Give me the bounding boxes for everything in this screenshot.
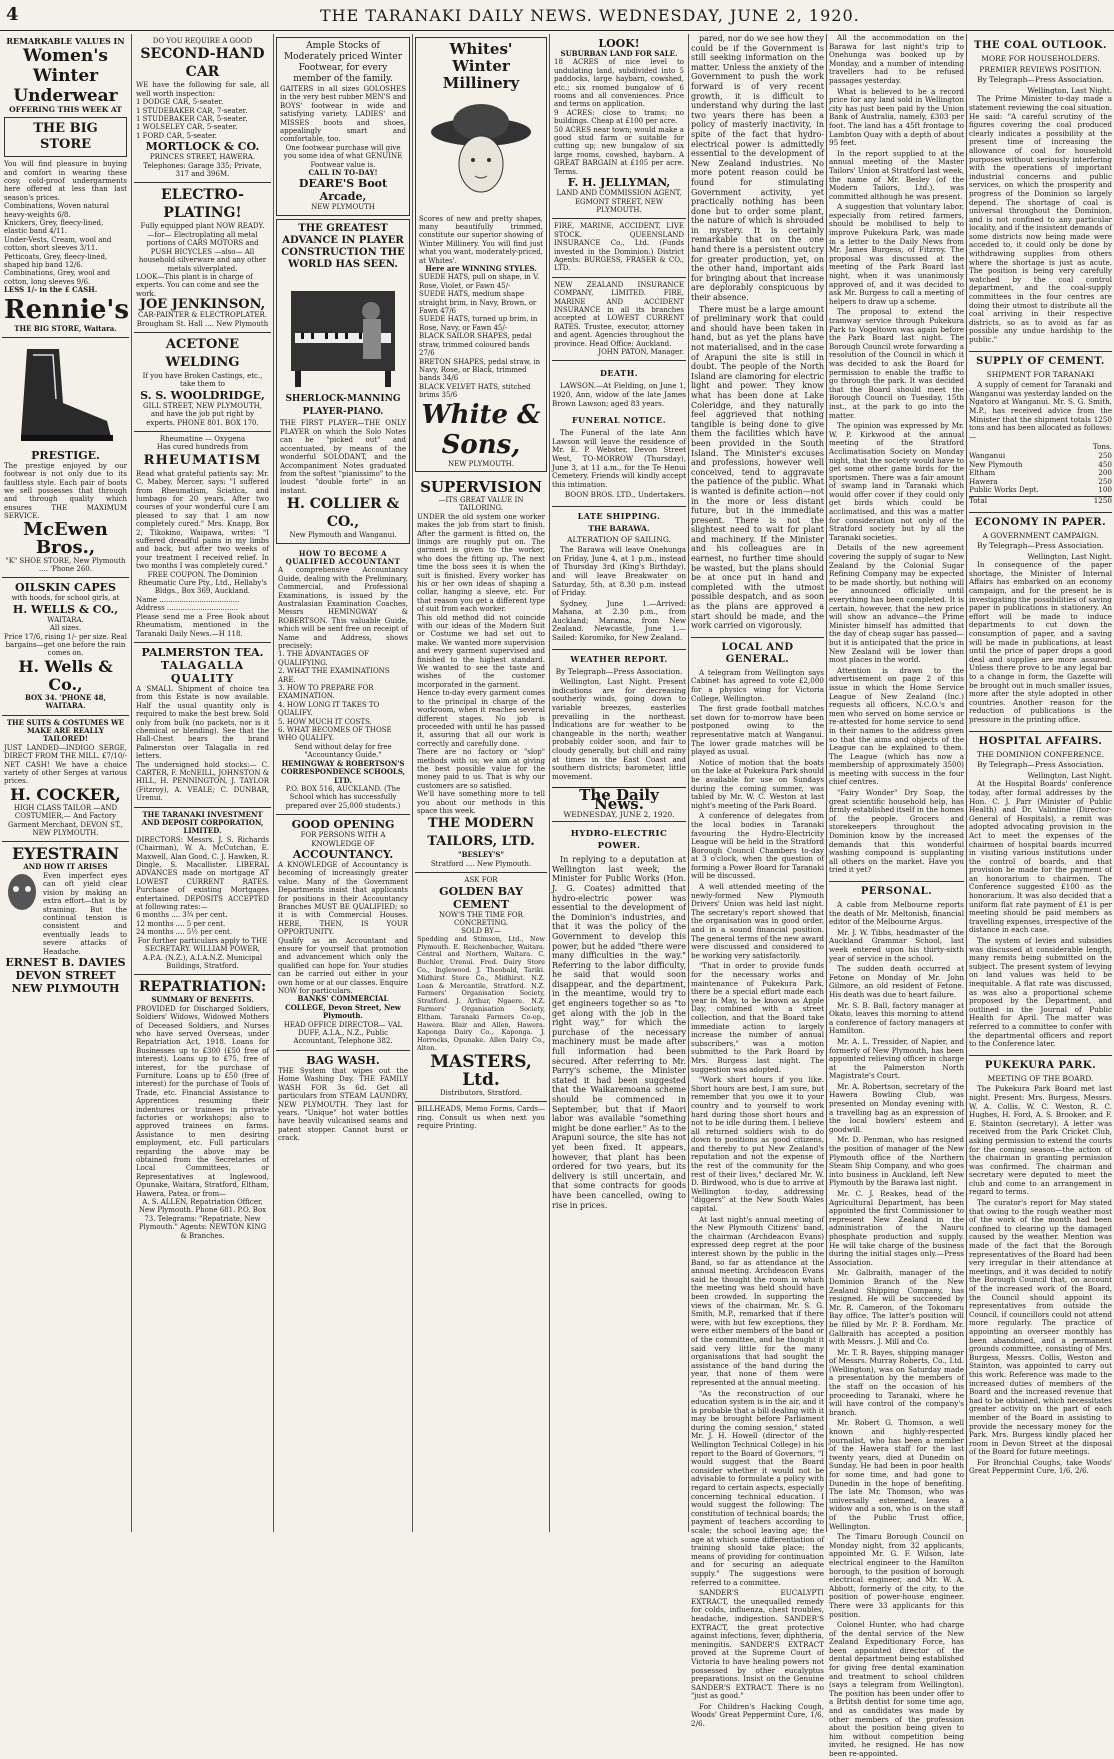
shipping-heading: LATE SHIPPING. xyxy=(552,506,686,522)
table-cell: 250 xyxy=(1098,476,1112,486)
park-sub: MEETING OF THE BOARD. xyxy=(987,1073,1094,1083)
local-general-heading: LOCAL AND GENERAL. xyxy=(691,637,824,666)
news-item: The opinion was expressed by Mr. W. P. Kirkwood at the annual meeting of the Stratford Acclimatisation Society on Monday night, that the society would have to get some other game birds for the sportsmen. There was a fair amount of swamp land in Taranaki which would offer cover if they could only get birds which could be acclimatised, and this was a matter for consideration not only of the Stratford society but by all the Taranaki societies. xyxy=(829,421,964,542)
news-item: The first grade football matches set down for to-morrow have been postponed owing to the representative match at Wanganui. The lower grade matches will be played as usual. xyxy=(691,704,824,757)
news-item: At last night's annual meeting of the New Plymouth Citizens' band, the chairman (Archdeacon Evans) expressed deep regret at the poor interest shown by the public in the Band, so far as attendance at the annual meeting. Archdeacon Evans said he thought the room in which the meeting was held should have been crowded. In supporting the views of the chairman, Mr. S. G. Smith, M.P., remarked that if there were, with but few exceptions, they were either members of the band or of the committee, and he thought it said very little for the many organisations that had sought the assistance of the band during the year, that none of them were represented at the annual meeting. xyxy=(691,1214,824,1387)
news-item: "As the reconstruction of our education system is in the air, and it is probable that a bill dealing with it may be brought before Parliament during the coming session," stated Mr. J. H. Howell (director of the Wellington Technical College) in his report to the Board of Governors, "I would suggest that the Board consider whether it would not be advisable to formulate a policy with regard to certain aspects, especially concerning technical education. I would suggest the following: The constitution of technical boards; the payment of teachers according to scale; the school leaving age; the age at which some differentiation of training should take place; the means of providing for continuation and for securing an adequate supply." The suggestions were referred to a committee. xyxy=(691,1388,824,1587)
personal-heading: PERSONAL. xyxy=(829,881,964,898)
cement-table xyxy=(969,452,1112,506)
coupon-text: FREE COUPON. The Dominion Rheumatic Cure Pty., Ltd., Hellaby's Bldgs., Box 369, Auckland. xyxy=(138,570,267,596)
ad-body: Spedding and Stimson, Ltd., New Plymouth. E. Reichenbacher, Waitara. Central and Northern, Waitara. C. Buchler, Urenui. Fred. Dairy Store Co., Inglewood. J. Theobald, Tariki. Midhirst Store Co., Midhirst. N.Z. Loan & Mercantile, Stratford. N.Z. Farmers' Organisation Society, Stratford. J. Arthur, Ngaere. N.Z. Farmers' Organisation Society, Eltham. Taranaki Farmers Co-op., Hawera. Blair and Allen, Hawera. Kaponga Dairy Co., Kaponga. J. Horrocks, Opunake. Allen Dairy Co., Alton. xyxy=(417,934,545,1052)
news-item: A conference of delegates from the local bodies in Taranaki favouring the Hydro-Electricity League will be held in the Stratford Borough Council Chambers to-day at 3 o'clock, when the question of forming a Power Board for Taranaki will be discussed. xyxy=(691,811,824,881)
column-7 xyxy=(829,33,964,1758)
list-item: SUEDE HATS, pull on shape, in V. Rose, Violet, or Fawn 45/- xyxy=(419,273,540,290)
brand-name: JOE JENKINSON, xyxy=(139,297,266,313)
nz-insurance-ad xyxy=(552,278,686,362)
economy-dateline: Wellington, Last Night. xyxy=(1027,551,1112,561)
column-rule xyxy=(131,34,132,1532)
column-rule xyxy=(688,34,689,1532)
brand-address: LAND AND COMMISSION AGENT, EGMONT STREET, NEW PLYMOUTH. xyxy=(556,189,682,214)
ad-subtitle: SUMMARY OF BENEFITS. xyxy=(151,995,254,1005)
ad-kicker: Rheumatine — Oxygena xyxy=(159,434,246,443)
brand-name: BANKS' COMMERCIAL COLLEGE, Devon Street, New Plymouth. xyxy=(285,994,401,1021)
ad-title: SECOND-HAND CAR xyxy=(140,46,265,81)
brand-name-large: H. Wells & Co., xyxy=(18,656,113,694)
ad-agents: The undersigned hold stocks:— C. CARTER, F. McNEILL, JOHNSTON & HILL, H. PENNINGTON, J. TAYLOR (Fitzroy), A. VEALE; C. DUNBAR, Urenui. xyxy=(136,760,269,803)
brand-name: ERNEST B. DAVIES xyxy=(5,955,126,969)
hospital-body-2: The system of levies and subsidies was discussed at considerable length, many remits being submitted on the subject. The present system of levying on land values was held to be inequitable. A flat rate was discussed, as was also a proportional scheme proposed by the Department, and outlined in the Journal of Public Health for April. The matter was referred to a committee to confer with the departmental officers and report to the Conference later. xyxy=(969,936,1112,1049)
economy-body: In consequence of the paper shortage, the Minister of Internal Affairs has embarked on an economy campaign, and for the present he is investigating the possibilities of saving paper in publications in stationery. An effort will be made to induce departments to cut down the consumption of paper, and a saving will be made in publications, at least until the price of paper drops a good deal and supplies are more assured. Unless there prove to be any legal bar to a change in form, the Gazette will be brought out in much smaller issues, more after the style adopted in other countries. Another reason for the reduction of publications is the pressure in the printing office. xyxy=(969,560,1112,724)
news-item: Attention is drawn to the advertisement on page 2 of this issue in which the Home Service League of New Zealand (Inc.) requests all officers, N.C.O.'s and men who served on home service or re-attested for home service to send in their names to the address given so that the aims and objects of the League can be explained to them. The League (which has now a membership of approximately 3500) is meeting with success in the four chief centres. xyxy=(829,665,964,787)
news-item: A suggestion that voluntary labor, especially from retired farmers, should be mobilised to help to improve Pukekura Park, was made in a letter to the Daily News from Mr. James Burgess, of Fitzroy. The proposal was discussed at the meeting of the Park Board last night, when it was unanimously approved of, and it was decided to ask Mr. Burgess to call a meeting of helpers to draw up a scheme. xyxy=(829,202,964,306)
lady-hat-illustration-icon xyxy=(421,92,541,212)
land-list xyxy=(554,58,684,176)
death-notice: LAWSON.—At Fielding, on June 1, 1920, Ann, widow of the late James Brown Lawson; aged 83 years. xyxy=(552,381,686,408)
funeral-heading: FUNERAL NOTICE. xyxy=(571,415,667,426)
list-item: SUEDE HATS, turned up brim, in Rose, Navy, or Fawn 45/- xyxy=(419,315,538,332)
list-item: BLACK SAILOR SHAPES, pedal straw, trimmed coloured bands 27/6 xyxy=(419,332,532,358)
ad-title: PRESTIGE. xyxy=(31,448,100,462)
eyestrain-ad xyxy=(2,842,129,998)
table-cell: 100 xyxy=(1098,485,1112,495)
news-item: "Work short hours if you like. Short hours are best, I am sure, but remember that you owe it to your country and to yourself to work hard during those short hours and not to be idle during them. I believe all returned soldiers wish to do down to positions as good citizens, and thereby to put New Zealand's reputation and not the expense of the rest of the community for the rest of their lives," declared Mr. W. D. Birdwood, who is due to arrive at Wellington to-day, addressing "diggers" at the New South Wales capital. xyxy=(691,1075,824,1214)
boot-illustration-icon xyxy=(7,341,125,446)
page-number: 4 xyxy=(6,4,19,25)
list-item: 4. HOW LONG IT TAKES TO QUALIFY. xyxy=(278,700,380,718)
list-item: 1 FORD CAR, 5-seater. xyxy=(136,131,217,140)
brand-address: GILL STREET, NEW PLYMOUTH, and have the job put right by experts. PHONE 801. BOX 170. xyxy=(143,401,262,427)
car-list xyxy=(136,98,269,140)
price-item: Combinations, Grey, wool and cotton, long sleeves 9/6. xyxy=(4,269,111,286)
column-2 xyxy=(134,34,271,1532)
product-name: SHERLOCK-MANNING PLAYER-PIANO. xyxy=(285,394,401,418)
economy-heading: ECONOMY IN PAPER. xyxy=(969,512,1112,529)
ad-sub: Has cured hundreds from xyxy=(156,443,249,452)
death-heading: DEATH. xyxy=(599,368,639,379)
news-item: A well attended meeting of the newly-formed New Plymouth Drivers' Union was held last night. The secretary's report showed that the organisation was in good order, and in a sound financial position. The general terms of the new award were discussed and considered to be working very satisfactorily. xyxy=(691,882,824,960)
repatriation-ad xyxy=(134,975,271,1244)
land-sale-ad xyxy=(552,34,686,219)
rate-item: 6 months .... 3¾ per cent. xyxy=(136,911,228,920)
news-item: Mr. A. Robertson, secretary of the Hawera Bowling Club, was presented on Monday evening with a travelling bag as an expression of the local bowlers' esteem and goodwill. xyxy=(829,1081,964,1134)
list-item: 1 WOLSELEY CAR, 5-seater. xyxy=(136,123,238,132)
tailor-ad xyxy=(2,716,129,843)
footwear-ad xyxy=(276,37,410,216)
park-body: The Pukekura Park Board met last night. Present: Mrs. Burgess, Messrs. W. A. Collis, W. C. Weston, R. C. Hughes, H. Ford, A. S. Brooker, and F. E. Stainton (secretary). A letter was received from the Park Cricket Club, asking permission to extend the courts for the coming season—the action of the chairman in granting permission was confirmed. The chairman and secretary were deputed to meet the club and come to an arrangement in regard to terms. xyxy=(969,1084,1112,1197)
weather-byline: By Telegraph—Press Association. xyxy=(555,666,683,676)
table-cell: 1250 xyxy=(1093,495,1112,505)
news-item: "That in order to provide funds for the necessary works and maintenance of Pukekura Park, there be a special effort made each year in May, to be known as Apple Day, combined with a street collection, and that the Board take immediate action to largely increase the number of annual subscribers," was a motion submitted to the Park Board by Mrs. Burgess last night. The suggestion was adopted. xyxy=(691,961,824,1074)
list-item: 1 STUDEBAKER CAR, 7-seater. xyxy=(136,106,248,115)
list-item: BLACK VELVET HATS, stitched brims 35/6 xyxy=(419,382,531,400)
cement-heading: SUPPLY OF CEMENT. xyxy=(969,351,1112,368)
face-illustration-icon xyxy=(4,872,40,912)
brand-town: New Plymouth and Wanganui. xyxy=(289,531,397,540)
investment-ad xyxy=(134,808,271,976)
table-cell: Wanganui xyxy=(969,450,1006,460)
paper-date: WEDNESDAY, JUNE 2, 1920. xyxy=(552,811,686,823)
list-item: 6. WHAT BECOMES OF THOSE WHO QUALIFY. xyxy=(278,726,392,743)
column-3 xyxy=(276,34,410,1532)
park-body-2: The curator's report for May stated that owing to the rough weather most of the work of the month had been confined to clearing up the damaged caused by the weather. Mention was made of the fact that the Borough representatives of the Board had been very irregular in their attendance at meetings, and it was decided to notify the Borough Council that, on account of the increased work of the Board, the Council should appoint its representatives from outside the Council, if councillors could not attend more regularly. The practice of appointing an overseer monthly has been abandoned, and a permanent grounds committee, consisting of Mrs. Burgess, Messrs. Collis, Weston and Stainton, was appointed to carry out this work. Reference was made to the increased duties of members of the Board and the increased revenue that had to be obtained, which necessitates greater activity on the part of each member of the Board in assisting to provide the necessary money for the Park. Mrs. Burgess kindly placed her room in Devon Street at the disposal of the Board for future meetings. xyxy=(969,1198,1112,1457)
news-item: The proposal to extend the tramway service through Pukekura Park to Vogeltown was again before the Park Board last night. The Borough Council wrote forwarding a resolution of the Council in which it was decided to ask the Board for permission to enable the traffic to go through the park. It was decided that the Board should meet the Borough Council on Tuesday, 15th inst., at the park to go into the matter. xyxy=(829,307,964,420)
news-item: "Fairy Wonder" Dry Soap, the great scientific household help, has firmly established itself in the homes of the people. Grocers and storekeepers throughout the Dominion know by the increased demands that this wonderful washing compound is supplanting all others on the market. Have you tried it yet? xyxy=(829,788,964,875)
discount-note: LESS 1/- in the £ CASH. xyxy=(4,285,98,295)
column-5 xyxy=(552,34,686,1532)
hospital-body: At the Hospital Boards' conference today, after formal addresses by the Hon. C. J. Parr (Minister of Public Health) and Dr. Valintine (Director-General of Hospitals), a remit was adopted advocating provision in the Act to meet the expenses of the chairmen of hospital boards incurred in visiting various institutions under the control of boards, and that provision be made for the payment of an honorarium to chairmen. The Conference suggested £100 as the honorarium. It was also decided that a uniform flat rate payment of £1 is per meeting should be paid members as travelling expenses, irrespective of the distance in each case. xyxy=(969,779,1112,935)
ad-note: Send without delay for free "Accountancy Guide." xyxy=(294,742,392,760)
ad-title: LOOK! xyxy=(598,37,640,50)
ad-body: with hoods, for school girls, at xyxy=(11,594,120,603)
news-item: The sudden death occurred at Fetone on Monday of Mr. John Gilmore, an old resident of Fetone. His death was due to heart failure. xyxy=(829,964,964,999)
ad-title: ACETONE WELDING xyxy=(165,336,240,370)
bag-wash-ad xyxy=(276,1051,410,1147)
rheumatism-ad xyxy=(134,432,271,643)
column-4 xyxy=(415,34,547,1532)
brand-address: THE BIG STORE, Waitara. xyxy=(14,323,117,333)
price-item: Under-Vests, Cream, wool and cotton, short sleeves 3/11. xyxy=(4,235,112,253)
ad-body: A KNOWLEDGE of Accountancy is becoming of increasingly greater value. Many of the Government Departments insist that applicants for positions in their Accountancy Branches MUST BE QUALIFIED; so it is with Commercial Houses. HERE, THEN, IS YOUR OPPORTUNITY. xyxy=(278,860,408,937)
ad-body: Even imperfect eyes can oft yield clear vision by making an extra effort—that is by straining. But the continual tension is consistent and eventually leads to severe attacks of Headache. xyxy=(43,871,127,956)
list-item: 18 ACRES of nice level to undulating land, subdivided into 5 paddocks, large haybarn, cowshed, etc.; six roomed bungalow of 6 rooms and all conveniences. Price and terms on application. xyxy=(554,58,684,109)
ad-kicker: DO YOU REQUIRE A GOOD xyxy=(152,37,253,45)
rate-item: 24 months .... 5½ per cent. xyxy=(136,928,233,937)
news-item: Mr. C. J. Reakes, head of the Agricultural Department, has been appointed the first Commissioner to represent New Zealand in the administration of the Nauru phosphate production and supply. He will take charge of the business during the initial stages only.—Press Association. xyxy=(829,1189,964,1267)
ad-body-4: There are no factory or "slop" methods with us; we aim at giving the best possible value for the money paid to us. That is why our customers are so satisfied. xyxy=(417,748,545,790)
ship-body-2: Sydney, June 1.—Arrived: Mahana, at 2.30 p.m., from Auckland; Marama, from New Zealand. Newcastle, June 1.—Sailed: Koromiko, for New Zealand. xyxy=(552,598,686,643)
brand-name: White & Sons, xyxy=(421,399,541,460)
brand-address: DEVON STREET NEW PLYMOUTH xyxy=(11,968,120,995)
ad-title: THE SUITS & COSTUMES WE MAKE ARE REALLY TAILORED! xyxy=(6,717,125,744)
coal-byline: By Telegraph—Press Association. xyxy=(977,75,1104,85)
ad-body: Fully equipped plant NOW READY. —for— Electroplating all metal portions of CARS MOTORS and PUSH BICYCLES —also— All household silverware and any other metals silverplated. xyxy=(138,222,267,273)
ad-body: DIRECTORS: Messrs. J. S. Richards (Chairman), W. A. McCutchan, E. Maxwell, Alan Good, C. J. Hawken, R. Dingle, S. Macallister. LIBERAL ADVANCES made on mortgage AT LOWEST CURRENT RATES. Purchase of existing Mortgages entertained. DEPOSITS ACCEPTED at following rates:— xyxy=(136,835,269,912)
news-item: A telegram from Wellington says Cabinet has agreed to vote £2,000 for a physics wing for Victoria College, Wellington. xyxy=(691,667,824,703)
ad-body: Read what grateful patients say: Mr. C. Mabey, Mercer, says: "I suffered from Rheumatism, Sciatica, and lumbago for 20 years. After two courses of your wonderful cure I am pleased to say that I am now completely cured." Mrs. Knapp, Box 2, Tikokino, Waipawa, writes: "I suffered dreadful pains in my limbs and back, but after two weeks of your treatment I received relief. In two months I was completely cured." xyxy=(136,469,269,571)
ad-offer: One footwear purchase will give you some idea of what GENUINE Footwear value is. xyxy=(283,143,403,169)
brand-address: Distributors, Stratford. xyxy=(439,1088,523,1097)
coupon-name-field: Name .................................... xyxy=(136,595,240,604)
ad-title: Women's Winter Underwear xyxy=(13,45,118,106)
ad-title: HOW TO BECOME A QUALIFIED ACCOUNTANT xyxy=(285,548,401,566)
hospital-heading: HOSPITAL AFFAIRS. xyxy=(969,731,1112,748)
table-total-row xyxy=(969,496,1112,506)
rate-list xyxy=(136,911,269,936)
ship-name: THE BARAWA. xyxy=(588,523,650,533)
list-item: 3. HOW TO PREPARE FOR EXAMINATION. xyxy=(278,684,374,701)
masthead xyxy=(0,0,1114,31)
coal-sub-2: PREMIER REVIEWS POSITION. xyxy=(979,64,1102,74)
ad-subtitle: AND HOW IT ARISES xyxy=(23,862,108,872)
ad-body: NEW ZEALAND INSURANCE COMPANY, LIMITED. FIRE, MARINE AND ACCIDENT INSURANCE in all its branches accepted at LOWEST CURRENT RATES. Trustee, executor, attorney and agent. Agencies throughout the province. Head Office: Auckland. xyxy=(554,280,684,348)
ad-body: A SMALL Shipment of choice tea from this Estate is now available. Half the usual quantity only is required to make the best brew. Sold only from bulk (no packets, nor is it chemical or blending). See that the Hall-Chest bears the brand Palmerston over Talagalla in red letters. xyxy=(136,684,269,761)
ad-sizes: All sizes. xyxy=(49,624,82,633)
price-item: Combinations, Woven natural heavy-weights 6/8. xyxy=(4,202,109,219)
brand-town: NEW PLYMOUTH. xyxy=(448,459,514,468)
economy-sub: A GOVERNMENT CAMPAIGN. xyxy=(982,530,1099,540)
ad-body-3: Hence to-day every garment comes to the principal in charge of the workroom, when it reaches several different stages. No job is proceeded with until he has passed it, assuring that all our work is correctly and carefully done. xyxy=(417,689,545,748)
ad-body: The prestige enjoyed by our footwear is not only due to its faultless style. Each pair of boots we sell possesses that through and through quality which ensures THE MAXIMUM SERVICE. xyxy=(4,461,127,521)
list-item: 50 ACRES near town; would make a good stud farm or suitable for cutting up; new bungalow of six large rooms, cowshed, haybarn. A GREAT BARGAIN at £105 per acre. Terms. xyxy=(554,125,684,176)
brand-name: H. COCKER, xyxy=(10,784,121,804)
price-item: Knickers, Grey, fleecy-lined, elastic band 4/11. xyxy=(4,219,104,236)
column-rule xyxy=(273,34,274,1532)
ad-body: PROVIDED for Discharged Soldiers, Soldiers' Widows, Widowed Mothers of Deceased Soldiers, and Nurses who have served Overseas, under Repatriation Act, 1918. Loans for Businesses up to £300 (£50 free of interest). Loans up to £75, free of interest, for the purchase of Furniture. Loans up to £50 (free of interest) for the purchase of Tools of Trade, etc. Financial Assistance to Apprentices resuming their indentures or trainees in private factories or workshops; also to approved trainees on farms. Assistance to men desiring employment, etc. Full particulars regarding the above may be obtained from the Secretaries of Local Committees, or Representatives at Inglewood, Opunake, Waitara, Stratford, Eltham, Hawera, Patea, or from— xyxy=(136,1004,269,1198)
ad-sub: —ITS GREAT VALUE IN TAILORING. xyxy=(438,495,524,513)
ad-body-2: Qualify as an Accountant and ensure for yourself that promotion and advancement which only the qualified can hope for. Your studies can be carried out either in your own home or at our classes. Enquire NOW for particulars. xyxy=(278,936,408,996)
brand-name: H. COLLIER & CO., xyxy=(286,496,400,531)
brand-nickname: "BESLEY'S" xyxy=(457,850,505,860)
hospital-dateline: Wellington, Last Night. xyxy=(1027,770,1112,780)
list-item: 1 STUDEBAKER CAR, 5-seater. xyxy=(136,115,248,124)
hat-list xyxy=(419,273,543,399)
column-rule xyxy=(826,34,827,1532)
tea-ad xyxy=(134,643,271,808)
ad-body-2: This old method did not coincide with our ideas of the Modern Suit or Costume we had set out to make. We wanted more supervision and every garment supervised and finished to the highest standard. We wanted to see the taste and wishes of the customer incorporated in the garment. xyxy=(417,613,545,689)
news-item: Mr. S. B. Ball, factory manager at Okato, leaves this morning to attend a conference of factory managers at Hamilton. xyxy=(829,1000,964,1036)
ad-kicker: ASK FOR xyxy=(464,876,498,885)
car-ad xyxy=(134,34,271,183)
weather-body: Wellington, Last Night. Present indications are for decreasing southerly winds, going down to variable breezes, easterlies prevailing in the northeast. Indications are for weather to be changeable in the north; weather probably colder soon, and fair to cloudy generally, but chill and rainy at times in the East Coast and southern districts; barometer, little movement. xyxy=(552,677,686,781)
brand-name: Rennie's xyxy=(4,294,129,325)
news-item: Mr. Galbraith, manager of the Dominion Branch of the New Zealand Shipping Company, has resigned. He will be succeeded by Mr. R. Cameron, of the Tokomaru Bay office. The latter's position will be filled by Mr. P. B. Fordham. Mr. Galbraith has accepted a position with Messrs. J. Mill and Co. xyxy=(829,1268,964,1347)
ad-body: A comprehensive Accountancy Guide, dealing with the Preliminary, Commercial, and Professional Examinations, is issued by the Australasian Examination Coaches, Messrs HEMINGWAY & ROBERTSON. This valuable Guide, which will be sent free on receipt of Name and Address, shows precisely: xyxy=(278,566,408,650)
ad-title: OILSKIN CAPES xyxy=(15,581,116,595)
brand-address: BOX 34. 'PHONE 48, WAITARA. xyxy=(25,692,106,711)
editorial-body-cont-2: There must be a large amount of preliminary work that could and should have been taken in hand, but as yet the plans have not materialised, and in the case of Arapuni the site is still in doubt. The people of the North Island are clamoring for electric light and power. They know what has been done at Lake Coleridge, and they naturally feel aggrieved that nothing tangible is being done to give them the facilities which have been provided in the South Island. The Minister's excuses and professions, however well conceived, tend to aggravate the patience of the public. What is wanted is definite action—not in the more or less distant future, but in the immediate present. There is not the slightest need to wait for plant and machinery. If the Minister and his colleagues are in earnest, no further time should be wasted, but the plans should be at once put in hand and completed with the utmost possible despatch, and as soon as the plans are approved a start should be made, and the work carried on vigorously. xyxy=(691,304,824,631)
electroplating-ad xyxy=(134,183,271,332)
news-item: All the accommodation on the Barawa for last night's trip to Onehunga was booked up by Monday, and a number of intending travellers had to be refused passages yesterday. xyxy=(829,33,964,85)
table-cell: Total xyxy=(969,495,988,505)
insurance-ad xyxy=(552,219,686,277)
ad-footer: For further particulars apply to THE SECRETARY. WILLIAM POWER, A.P.A. (N.Z.), A.I.A.N.Z. Municipal Buildings, Stratford. xyxy=(137,936,268,970)
brand-address: P.O. BOX 516, AUCKLAND. (The School which has successfully prepared over 25,000 students.) xyxy=(285,784,401,810)
news-item: Mr. D. Penman, who has resigned the position of manager of the New Plymouth office of the Northern Steam Ship Company, and who goes into business in Auckland, left New Plymouth by the Barawa last night. xyxy=(829,1135,964,1188)
table-cell: 200 xyxy=(1098,468,1112,478)
funeral-notice: The Funeral of the late Ann Lawson will leave the residence of Mr. E. P. Webster, Devon Street West, TO-MORROW (Thursday), June 3, at 11 a.m., for the Te Henui Cemetery. Friends will kindly accept this intimation. xyxy=(552,428,686,489)
ad-title: GOOD OPENING xyxy=(291,818,395,832)
news-item: SANDER'S EUCALYPTI EXTRACT, the unequalled remedy for colds, influenza, chest troubles, headache, indigestion. SANDER'S EXTRACT, the great protective against infections, fever, diphtheria, meningitis. SANDER'S EXTRACT proved at the Supreme Court of Victoria to have healing powers not possessed by other eucalyptus preparations. Insist on the Genuine SANDER'S EXTRACT. There is no "just as good." xyxy=(691,1588,824,1701)
editorial-heading: HYDRO-ELECTRIC POWER. xyxy=(570,829,668,852)
ad-kicker: REMARKABLE VALUES IN xyxy=(6,36,125,46)
brand-name: DEARE'S Boot Arcade, xyxy=(298,177,388,204)
brand-address: CAR-PAINTER & ELECTROPLATER. Brougham St. Hall .... New Plymouth xyxy=(136,311,269,328)
cement-ad xyxy=(415,873,547,1102)
brand-name: McEwen Bros., xyxy=(23,518,108,558)
news-item: Colonel Hunter, who had charge of the dental service of the New Zealand Expeditionary Force, has been appointed director of the dental department being established for giving free dental examination and treatment to school children (says a telegram from Wellington). The position has been under offer to a Brtitsh dentist for some time ago, and as candidates was made by other members of the profession about the position being given to him without competition being invited, he resigned. He has now been re-appointed. xyxy=(829,1620,964,1758)
list-item: 1 DODGE CAR, 5-seater. xyxy=(136,98,224,107)
coal-sub: MORE FOR HOUSEHOLDERS. xyxy=(981,54,1100,63)
ad-sub: FOR PERSONS WITH A KNOWLEDGE OF xyxy=(300,831,386,848)
ad-title: Ample Stocks of Moderately priced Winter Footwear, for every member of the family. xyxy=(283,41,403,84)
guide-list xyxy=(278,650,408,742)
ad-title: Whites' Winter Millinery xyxy=(442,40,520,92)
supervision-ad xyxy=(415,475,547,873)
ad-price: Price 17/6, rising 1/- per size. Real bargains—get one before the rain comes on. xyxy=(4,632,127,658)
coupon-instruction: Please send me a Free Book about Rheumatism, mentioned in the Taranaki Daily News.—H 118. xyxy=(136,612,269,638)
brand-address: HEAD OFFICE DIRECTOR— VAL DUFF, A.I.A., N.Z., Public Accountant, Telephone 382. xyxy=(283,1020,403,1046)
funeral-footer: BOON BROS. LTD., Undertakers. xyxy=(564,490,686,500)
ad-title: REPATRIATION: xyxy=(138,979,267,996)
coupon-address-field: Address ................................ xyxy=(136,604,239,613)
ad-title: BAG WASH. xyxy=(306,1053,380,1067)
ad-body: GAITERS in all sizes GOLOSHES in the very best rubber MEN'S and BOYS' footwear in wide and satisfying variety. LADIES' and MISSES boots and shoes, appealingly smart and comfortable, too. xyxy=(280,85,406,144)
weather-heading: WEATHER REPORT. xyxy=(552,649,686,665)
oilskin-ad xyxy=(2,578,129,715)
column-rule xyxy=(966,34,967,1532)
prestige-ad xyxy=(2,338,129,578)
millinery-ad xyxy=(415,37,547,472)
news-item: The Timaru Borough Council on Monday night, from 32 applicants, appointed Mr. G. F. Wilson, late electrical engineer to the Hamilton borough, to the position of borough electrical engineer, and Mr. W. A. Abbott, formerly of the city, to the position of power-house engineer. There were 33 applicants for this position. xyxy=(829,1532,964,1619)
ad-title: SUPERVISION xyxy=(420,477,542,496)
ad-sub: NOW'S THE TIME FOR CONCRETING. xyxy=(439,910,523,927)
ad-title: PALMERSTON TEA. xyxy=(141,645,264,659)
table-row xyxy=(969,486,1112,495)
ad-body: JUST LANDED—INDIGO SERGE, DIRECT FROM THE MILL. £7/10/- NET CASH! We have a choice variety of other Serges at various prices. xyxy=(4,743,127,786)
news-item: Mr. Robert G. Thomson, a well known and highly-respected journalist, who has been a member of the Hawera staff for the last twenty years, died at Dunedin on Sunday. He had been in poor health for some time, and had gone to Dunedin in the hope of benefiting. The late Mr. Thomson, who was universally esteemed, leaves a widow and a son, who is on the staff of the Public Trust office, Wellington. xyxy=(829,1418,964,1531)
coal-heading: THE COAL OUTLOOK. xyxy=(974,40,1107,51)
brand-address: PRINCES STREET, HAWERA. Telephones: Garage 335; Private, 317 and 396M. xyxy=(143,153,262,179)
news-item: For Children's Hacking Cough, Woods' Great Peppermint Cure, 1/6, 2/6. xyxy=(691,1701,824,1729)
hospital-sub: THE DOMINION CONFERENCE. xyxy=(976,749,1105,759)
editorial-body-cont: pared, nor do we see how they could be if the Government is still seeking information on the matter. Unless the anxiety of the Government to push the work forward is of very recent growth, it is difficult to understand why during the last two years there has been a policy of masterly inactivity, in spite of the fact that hydro-electrical power is admittedly essential to the development of New Zealand industries. No more potent reason could be found for stimulating Government activity, yet practically nothing has been done but to order some plant, the nature of which is shrouded in mystery. It is certainly remarkable that on the one hand there is a persistent outcry for greater production, yet, on the other hand, important aids for bringing about that increase are deplorably conspicuous by their absence. xyxy=(691,34,824,303)
ad-heading: ACCOUNTANCY. xyxy=(292,847,394,861)
ad-title: THE TARANAKI INVESTMENT AND DEPOSIT CORPORATION, LIMITED. xyxy=(141,809,264,836)
ad-body: You will find pleasure in buying and comfort in wearing these cosy, cold-proof undergarments here offered at less than last season's prices. xyxy=(4,160,127,202)
table-cell: Eltham xyxy=(969,468,996,478)
brand-name: H. WELLS & CO., xyxy=(12,602,119,616)
ad-body: UNDER the old system one worker makes the job from start to finish. After the garment is fitted on, the linings are roughly put on. The garment is given to the worker, who does the fitting up. The next time the boss sees it is when the suit is finished. Every worker has his or her own ideas of shaping a collar, hanging a sleeve, etc. For that reason you get a different type of suit from each worker. xyxy=(417,512,545,614)
table-cell: 250 xyxy=(1098,450,1112,460)
piano-illustration-icon xyxy=(281,271,405,391)
brand-name: THE MODERN TAILORS, LTD. xyxy=(427,816,535,850)
ad-title: RHEUMATISM xyxy=(143,452,262,468)
news-item: Mr. A. L. Tressider, of Napier, and formerly of New Plymouth, has been appointed relieving officer in charge at the Palmerston North Magistrate's Court. xyxy=(829,1036,964,1081)
ad-sub: SUBURBAN LAND FOR SALE. xyxy=(560,49,678,58)
ad-title: GOLDEN BAY CEMENT xyxy=(439,884,523,911)
ad-body: If you have Broken Castings, etc., take them to xyxy=(142,371,263,389)
list-item: BRETON SHAPES, pedal straw, in Navy, Rose, or Black, trimmed bands 34/6 xyxy=(419,357,541,383)
news-item: What is believed to be a record price for any land sold in Wellington city has just been paid by the Union Bank of Australia, namely, £303 per foot. The land has a 45ft frontage to Lambton Quay with a depth of about 95 feet. xyxy=(829,86,964,148)
welding-ad xyxy=(134,333,271,432)
price-list xyxy=(4,202,127,286)
table-cell: New Plymouth xyxy=(969,459,1023,469)
table-cell: 450 xyxy=(1098,459,1112,469)
park-heading: PUKEKURA PARK. xyxy=(969,1055,1112,1072)
table-cell: Hawera xyxy=(969,476,998,486)
ship-body: The Barawa will leave Onehunga on Friday, June 4, at 1 p.m., instead of Thursday 3rd (King's Birthday), and will leave Breakwater on Saturday, 5th, at 8.30 p.m. instead of Friday. xyxy=(552,545,686,598)
call-to-action: CALL IN TO-DAY! xyxy=(308,168,378,178)
ad-offer: OFFERING THIS WEEK AT xyxy=(9,104,122,114)
underwear-ad xyxy=(2,34,129,338)
ship-sub: ALTERATION OF SAILING. xyxy=(567,534,671,544)
list-item: 9 ACRES: close to trams; no buildings. Cheap at £100 per acre. xyxy=(554,108,684,126)
table-cell: Public Works Dept. xyxy=(969,485,1039,495)
cement-table-head: Tons. xyxy=(1092,442,1112,452)
ad-footer: A. S. ALLEN, Repatriation Officer, New Plymouth. Phone 681. P.O. Box 73. Telegrams: "Repatriate, New Plymouth." Agents: NEWTON KING & Branches. xyxy=(138,1198,267,1240)
editorial-body: In replying to a deputation at Wellington last week, the Minister for Public Works (Hon. J. G. Coates) admitted that hydro-electric power was essential to the development of the Dominion's industries, and that it was the policy of the Government to develop this power, but he added "there were many difficulties in the way." Referring to the labor difficulty, he said that would soon disappear, and the department, in the meantime, would try to get engineers together so as "to get along with the job in the right way," for which the purchase of the necessary machinery must be made after full information had been secured. After referring to Mr. Parry's scheme, the Minister stated it had been suggested that the Waikaremoana scheme should be commenced in September, but that if Maori labor was available "something might be done earlier." As to the Arapuni source, the site has not yet been fixed. It appears, however, that plant has been ordered for two years, but its delivery is still uncertain, and that some contracts for goods have been cancelled, owing to rise in prices. xyxy=(552,855,686,1210)
ad-title: ELECTRO-PLATING! xyxy=(161,187,244,222)
brand-town: WAITARA. xyxy=(47,615,84,624)
ad-note: LOOK—This plant is in charge of experts. You can come and see the work. xyxy=(136,272,259,298)
accountancy-opening-ad xyxy=(276,815,410,1051)
news-item: Details of the new agreement covering the supply of sugar to New Zealand by the Colonial Sugar Refining Company may be expected to be made shortly, but nothing will be announced officially until everything has been completed. It is certain, however, that the new price will show an advance—the Prime Minister himself has admitted that the day of cheap sugar has passed—but it is anticipated that the price in New Zealand will be lower than most places in the world. xyxy=(829,543,964,665)
cement-sub: SHIPMENT FOR TARANAKI xyxy=(986,369,1095,379)
cement-body: A supply of cement for Taranaki and Wanganui was yesterday landed on the Ngatoro at Wanganui. Mr. S. G. Smith, M.P., has received advice from the Minister that the shipment totals 1250 tons and has been allocated as follows:— xyxy=(969,380,1112,441)
brand-address: Stratford .... New Plymouth. xyxy=(430,859,532,868)
news-item: Mr. J. W. Tibbs, headmaster of the Auckland Grammar School, last week entered upon his thirty-sixth year of service in the school. xyxy=(829,927,964,963)
park-footer: For Bronchial Coughs, take Woods' Great Peppermint Cure, 1/6, 2/6. xyxy=(969,1457,1112,1476)
price-item: Petticoats, Grey, fleecy-lined, shaped hip band 12/6. xyxy=(4,252,108,270)
ad-body: WE have the following for sale, all well worth inspection: xyxy=(136,81,269,98)
news-item: Notice of motion that the boats on the lake at Pukekura Park should be available for use on Sundays during the coming summer, was tabled by Mr. W. C. Weston at last night's meeting of the Park Board. xyxy=(691,757,824,810)
list-item: SUEDE HATS, medium shape straight brim, in Navy, Brown, or Fawn 47/6 xyxy=(419,290,537,316)
economy-byline: By Telegraph—Press Association. xyxy=(977,541,1104,551)
column-1 xyxy=(2,34,129,1532)
paper-nameplate: The Daily News. xyxy=(552,787,686,808)
brand-name: S. S. WOOLDRIDGE, xyxy=(140,388,265,402)
list-item: 1. THE ADVANTAGES OF QUALIFYING. xyxy=(278,650,369,667)
brand-address: HIGH CLASS TAILOR —AND COSTUMIER,— And Factory Garment Merchant, DEVON ST., NEW PLYMOUTH. xyxy=(7,803,124,838)
brand-name: MASTERS, Ltd. xyxy=(430,1051,532,1090)
news-item: In the report supplied to at the annual meeting of the Master Tailors' Union at Stratford last week, the name of Mr. Besley (of the Modern Tailors, Ltd.), was committed although he was present. xyxy=(829,148,964,201)
ad-body: THE FIRST PLAYER—THE ONLY PLAYER on which the Solo Notes can be "picked out" and accentuated, by means of the wonderful SOLODANT, and the Accompaniment Notes graduated from the softest "pianissimo" to the loudest "double forte" in an instant. xyxy=(280,419,406,495)
ad-sold: SOLD BY— xyxy=(461,927,501,936)
ad-body: FIRE, MARINE, ACCIDENT, LIVE STOCK. QUEENSLAND INSURANCE Co., Ltd. (Funds invested in the Dominion.) District Agents: BURGESS, FRASER & CO., LTD. xyxy=(554,222,684,273)
news-item: A cable from Melbourne reports the death of Mr. Meltonish, financial editor of the Melbourne Argus. xyxy=(829,900,964,927)
accountant-guide-ad xyxy=(276,547,410,816)
player-piano-ad xyxy=(276,219,410,544)
ad-body: BILLHEADS, Memo Forms, Cards—ring. Consult us when next you require Printing. xyxy=(417,1105,545,1130)
brand-name: MORTLOCK & CO. xyxy=(145,140,260,154)
list-item: 2. WHAT THE EXAMINATIONS ARE. xyxy=(278,667,390,684)
store-badge: THE BIG STORE xyxy=(4,117,127,157)
newspaper-title: THE TARANAKI DAILY NEWS. WEDNESDAY, JUNE 2, 1920. xyxy=(320,6,860,25)
ad-title: THE GREATEST ADVANCE IN PLAYER CONSTRUCTION THE WORLD HAS SEEN. xyxy=(281,222,405,270)
ad-body: Scores of new and pretty shapes, many beautifully trimmed, constitute our superior showing of Winter Millinery. You will find just what you want, moderately-priced, at Whites'. xyxy=(419,214,543,265)
ad-body-5: We'll have something more to tell you about our methods in this space this week. xyxy=(417,790,545,815)
list-item: 5. HOW MUCH IT COSTS. xyxy=(278,717,372,726)
ad-title: EYESTRAIN xyxy=(11,844,120,864)
brand-address: "K" SHOE STORE, New Plymouth .... 'Phone 260. xyxy=(5,556,126,573)
brand-name: F. H. JELLYMAN, xyxy=(567,176,671,190)
news-item: Mr. T. R. Bayes, shipping manager of Messrs. Murray Roberts, Co., Ltd. (Wellington), was on Saturday made a presentation by the members of the staff on the occasion of his proceeding to Taranaki, where he will have control of the company's branch. xyxy=(829,1347,964,1417)
column-8 xyxy=(969,34,1112,1532)
brand-town: NEW PLYMOUTH xyxy=(311,203,375,212)
ad-heading: Here are WINNING STYLES. xyxy=(425,264,537,274)
brand-name: HEMINGWAY & ROBERTSON'S CORRESPONDENCE SCHOOLS, LTD. xyxy=(280,758,406,785)
column-6 xyxy=(691,34,824,1729)
ad-body: THE System that wipes out the Home Washing Day. THE FAMILY WASH FOR 3s 6d. Get all particulars from STEAM LAUNDRY, NEW PLYMOUTH. They last for years. "Unique" hot water bottles have heavily vulcanised seams and patent stopper. Cannot burst or crack. xyxy=(278,1066,408,1143)
printing-ad xyxy=(415,1102,547,1134)
ad-footer: JOHN PATON, Manager. xyxy=(598,348,684,356)
brand-name: TALAGALLA QUALITY xyxy=(160,658,245,685)
coal-dateline: Wellington, Last Night. xyxy=(1027,85,1112,95)
hospital-byline: By Telegraph—Press Association. xyxy=(977,760,1104,770)
coal-body: The Prime Minister to-day made a statement reviewing the coal situation. He said: "A careful scrutiny of the figures covering the coal produced clearly indicates a possibility at the present time of increasing the allowance of coal for household purposes without seriously interfering with the operations of important industrial concerns and public services, on which the prosperity and progress of the Dominion so largely depend. The shortage of coal is universal throughout the Dominion, and is not confined to any particular locality, and if the insistent demands of some districts now being made were acceded to, it could only be done by withdrawing supplies from others where the shortage is just as acute. The position is being very carefully watched by the coal control department, and the coal-supply committees in the four centres are doing their utmost to distribute all the coal arriving in their respective districts, so as to avoid as far as possible any undue hardship to the public." xyxy=(969,94,1112,344)
rate-item: 12 months .... 5 per cent. xyxy=(136,919,226,928)
column-rule xyxy=(549,34,550,1532)
column-rule xyxy=(412,34,413,1532)
